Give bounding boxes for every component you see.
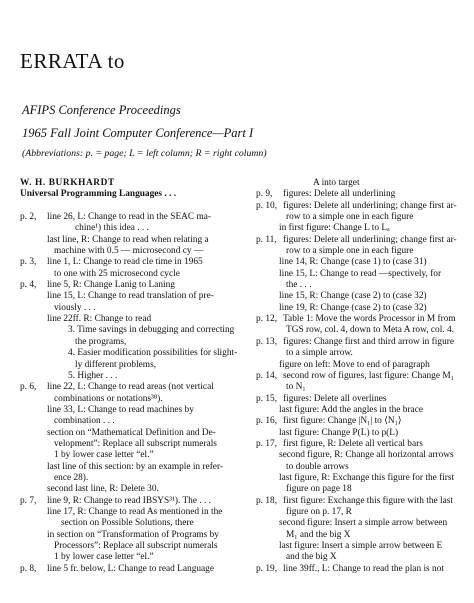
errata-line [256, 507, 466, 518]
errata-line [256, 428, 466, 439]
page-ref: p. 7, [20, 495, 37, 506]
errata-line [20, 291, 250, 302]
errata-text: ly different problems, [75, 359, 157, 370]
errata-line [256, 246, 466, 257]
page-ref: p. 12, [256, 314, 278, 325]
errata-text: figure on left: Move to end of paragraph [279, 359, 430, 370]
errata-entry [256, 337, 466, 348]
errata-line [256, 257, 466, 268]
errata-text: last figure, R: Exchange this figure for the first [279, 472, 455, 483]
proceedings-heading: AFIPS Conference Proceedings [22, 103, 181, 117]
errata-line [20, 394, 250, 405]
errata-text: second row of figures, last figure: Change M₁ [283, 370, 454, 381]
errata-entry [256, 564, 466, 575]
errata-left-column [20, 178, 250, 575]
errata-text: to a simple arrow. [286, 348, 353, 359]
errata-line [256, 462, 466, 473]
errata-line [20, 371, 250, 382]
errata-text: figures: Delete all underlining [283, 189, 396, 200]
errata-text: in section on “Transformation of Programs by [47, 529, 219, 540]
errata-line [256, 348, 466, 359]
errata-line [256, 291, 466, 302]
errata-text: to double arrows [286, 461, 349, 472]
errata-line [20, 303, 250, 314]
errata-text: line 26, L: Change to read in the SEAC ma- [47, 212, 211, 223]
errata-line [256, 360, 466, 371]
errata-text: last figure: Insert a simple arrow between E [279, 541, 443, 551]
errata-entry [256, 416, 466, 427]
errata-entry [256, 189, 466, 200]
errata-line [20, 507, 250, 518]
errata-text: line 1, L: Change to read cle time in 1965 [47, 257, 203, 268]
errata-text: Universal Programming Languages . . . [20, 189, 177, 200]
errata-line [20, 552, 250, 563]
errata-text: line 9, R: Change to read IBSYS³¹). The . . . [47, 495, 211, 506]
errata-line [20, 473, 250, 484]
page-ref: p. 8, [20, 563, 37, 574]
errata-right-column [256, 178, 466, 575]
page-title: ERRATA to [20, 49, 125, 73]
errata-text: figures: Delete all underlining; change first ar- [283, 200, 457, 211]
errata-text: line 22, L: Change to read areas (not vertical [47, 382, 214, 393]
errata-line [256, 541, 466, 552]
errata-line [20, 518, 250, 529]
errata-text: 1 by lower case letter “el.” [54, 450, 154, 461]
errata-text: figures: Change first and third arrow in figure [283, 336, 454, 347]
errata-text: line 5, R: Change Lanig to Laning [47, 280, 175, 291]
errata-entry [20, 280, 250, 291]
page-ref: p. 15, [256, 393, 278, 404]
errata-line [20, 484, 250, 495]
page-ref: p. 9, [256, 189, 273, 200]
errata-line [20, 325, 250, 336]
errata-line [20, 450, 250, 461]
errata-line [20, 348, 250, 359]
errata-line [256, 382, 466, 393]
errata-text: line 15, L: Change to read —spectively, for [279, 268, 442, 279]
errata-line [256, 530, 466, 541]
errata-line [256, 518, 466, 529]
errata-line [256, 269, 466, 280]
errata-line [20, 428, 250, 439]
errata-entry [20, 382, 250, 393]
errata-text: M₁ and the big X [286, 529, 351, 540]
errata-entry [256, 371, 466, 382]
article-title [20, 189, 250, 200]
page-ref: p. 11, [256, 234, 277, 245]
page-ref: p. 18, [256, 495, 278, 506]
page-ref: p. 16, [256, 416, 278, 427]
errata-text: velopment”: Replace all subscript numerals [54, 438, 217, 449]
errata-entry [20, 212, 250, 223]
errata-text: chine¹) this idea . . . [75, 223, 149, 234]
page-ref: p. 14, [256, 370, 278, 381]
errata-text: line 14, R: Change (case 1) to (case 31) [279, 257, 427, 268]
page-ref: p. 6, [20, 382, 37, 393]
errata-text: the . . . [286, 280, 312, 291]
page-ref: p. 2, [20, 212, 37, 223]
errata-text: W. H. BURKHARDT [20, 178, 115, 188]
errata-text: first figure: Change |N₁| to ⟨N₁⟩ [283, 416, 402, 427]
errata-text: to N₁ [286, 382, 306, 393]
errata-line [20, 314, 250, 325]
errata-line [256, 303, 466, 314]
errata-line [20, 541, 250, 552]
errata-text: figure on p. 17, R [286, 506, 352, 517]
errata-line [20, 439, 250, 450]
errata-text: line 19, R: Change (case 2) to (case 32) [279, 302, 427, 313]
errata-text: 5. Higher . . . [68, 370, 118, 381]
errata-text: last line, R: Change to read when relating a [47, 234, 209, 245]
errata-text: row to a simple one in each figure [286, 212, 414, 223]
page-ref: p. 17, [256, 438, 278, 449]
errata-text: second last line, R: Delete 30. [47, 484, 159, 495]
errata-entry [256, 394, 466, 405]
errata-text: line 17, R: Change to read As mentioned in the [47, 506, 223, 517]
errata-text: Processors”: Replace all subscript numerals [54, 541, 218, 551]
errata-line [256, 405, 466, 416]
errata-text: first figure, R: Delete all vertical bars [283, 438, 423, 449]
errata-text: line 33, L: Change to read machines by [47, 404, 194, 415]
errata-entry [256, 201, 466, 212]
errata-text: line 15, R: Change (case 2) to (case 32) [279, 291, 427, 302]
errata-line [20, 337, 250, 348]
errata-line [20, 416, 250, 427]
errata-line [20, 269, 250, 280]
conference-heading: 1965 Fall Joint Computer Conference—Part I [22, 126, 254, 140]
errata-line [20, 235, 250, 246]
errata-text: last figure: Add the angles in the brace [279, 404, 424, 415]
errata-line [20, 462, 250, 473]
errata-text: second figure, R: Change all horizontal arrows [279, 450, 454, 461]
errata-entry [20, 564, 250, 575]
errata-text: figure on page 18 [286, 484, 352, 495]
page-ref: p. 4, [20, 280, 37, 291]
errata-text: the programs, [75, 336, 127, 347]
page-ref: p. 13, [256, 336, 278, 347]
page-ref: p. 3, [20, 257, 37, 268]
errata-line [20, 530, 250, 541]
errata-text: line 5 fr. below, L: Change to read Language [47, 563, 215, 574]
errata-line [256, 552, 466, 563]
errata-entry [20, 257, 250, 268]
errata-line [256, 223, 466, 234]
errata-text: first figure: Exchange this figure with the last [283, 495, 453, 506]
errata-text: and the big X [286, 552, 337, 563]
errata-text: viously . . . [54, 302, 96, 313]
errata-text: A into target [313, 178, 360, 188]
errata-entry [256, 496, 466, 507]
errata-text: machine with 0.5 — microsecond cy — [54, 246, 204, 257]
errata-text: in first figure: Change L to Lₐ [279, 223, 390, 234]
errata-text: Table 1: Move the words Processor in M from [283, 314, 456, 325]
errata-entry [256, 439, 466, 450]
errata-line [256, 280, 466, 291]
errata-entry [20, 496, 250, 507]
errata-text: combinations or notations³⁸). [54, 393, 163, 404]
errata-line [256, 212, 466, 223]
errata-line [256, 325, 466, 336]
errata-text: second figure: Insert a simple arrow between [279, 518, 448, 529]
errata-text: row to a simple one in each figure [286, 246, 414, 257]
errata-text: section on “Mathematical Definition and De- [47, 427, 216, 438]
author-name [20, 178, 250, 189]
page-ref: p. 10, [256, 200, 278, 211]
errata-line [256, 450, 466, 461]
errata-entry [256, 235, 466, 246]
page-ref: p. 19, [256, 563, 278, 574]
errata-text: ence 28). [54, 472, 89, 483]
errata-text: TGS row, col. 4, down to Meta A row, col. 4. [286, 325, 454, 336]
errata-text: section on Possible Solutions, there [61, 518, 194, 529]
errata-line [20, 246, 250, 257]
abbreviations-note: (Abbreviations: p. = page; L = left column; R = right column) [22, 148, 267, 159]
errata-text: to one with 25 microsecond cycle [54, 268, 180, 279]
errata-text: line 22ff. R: Change to read [47, 314, 152, 325]
errata-text: line 15, L: Change to read translation of pre- [47, 291, 214, 302]
errata-text: figures: Delete all overlines [283, 393, 387, 404]
errata-line [256, 484, 466, 495]
errata-text: combination . . . [54, 416, 115, 427]
errata-line [256, 473, 466, 484]
errata-line [256, 178, 466, 189]
errata-text: last line of this section: by an example in refer- [47, 461, 223, 472]
errata-text: 4. Easier modification possibilities for slight- [68, 348, 238, 359]
errata-line [20, 360, 250, 371]
errata-text: 1 by lower case letter “el.” [54, 552, 154, 563]
errata-text: 3. Time savings in debugging and correcting [68, 325, 235, 336]
errata-entry [256, 314, 466, 325]
errata-line [20, 201, 250, 212]
errata-line [20, 405, 250, 416]
errata-text: last figure: Change P(L) to p(L) [279, 427, 399, 438]
errata-text: line 39ff., L: Change to read the plan is not [283, 563, 444, 574]
errata-line [20, 223, 250, 234]
errata-text: figures: Delete all underlining; change first ar- [283, 234, 457, 245]
